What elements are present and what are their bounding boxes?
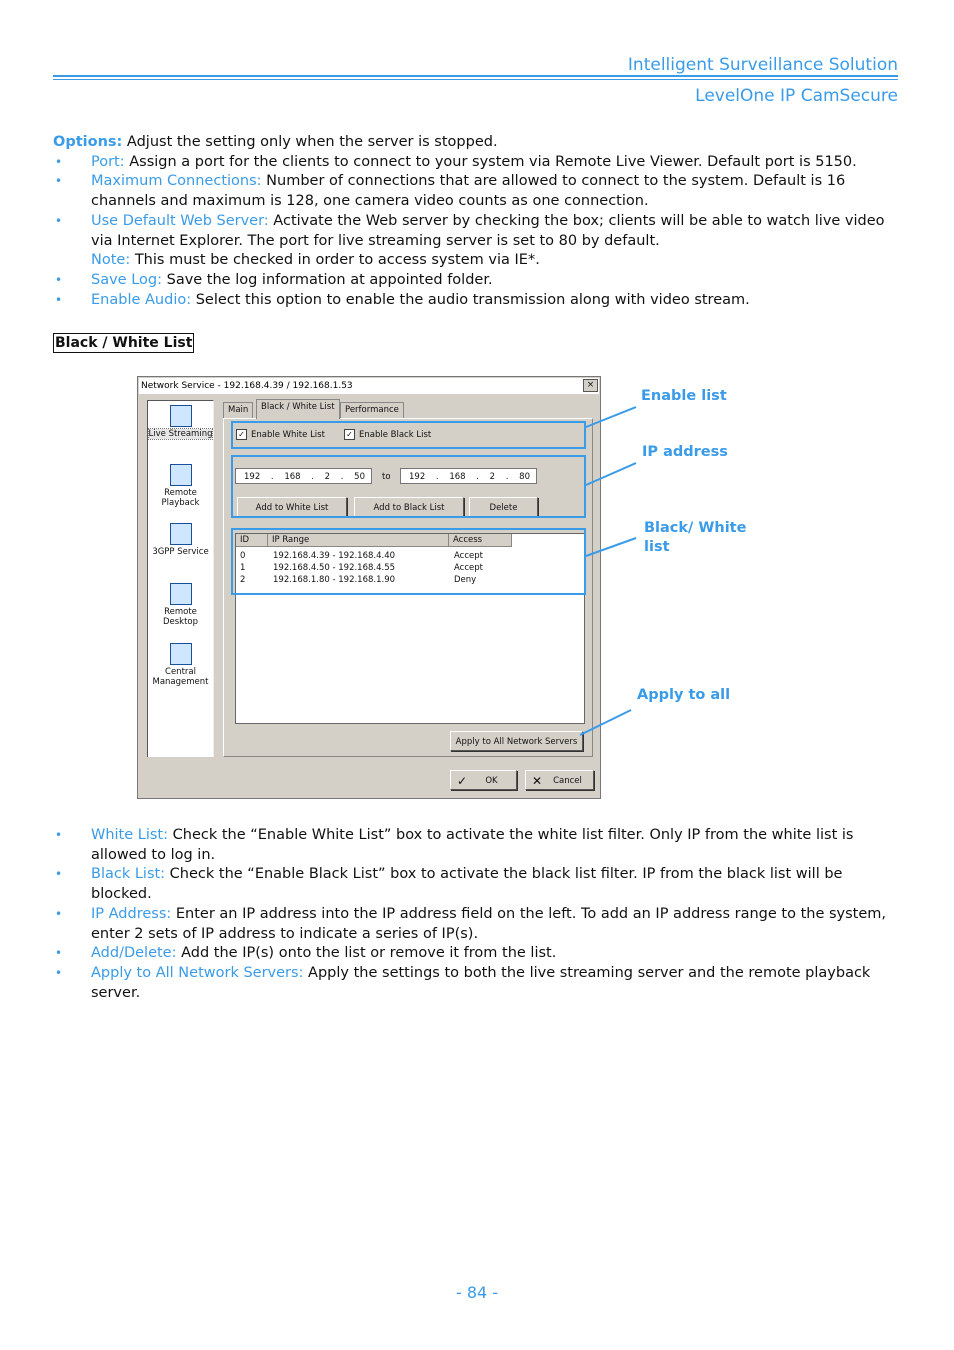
cancel-x-icon: ✕ bbox=[532, 774, 543, 788]
checkbox-checked-icon: ✓ bbox=[344, 429, 355, 440]
bullet-key: Port: bbox=[91, 153, 125, 170]
delete-button[interactable]: Delete bbox=[469, 497, 538, 517]
bullet-text: Activate the Web server by checking the box; clients will be able to watch live video via Internet Explorer. The port for live streaming server is set to 80 by default. bbox=[91, 212, 885, 249]
ip-to-field[interactable]: 192 . 168 . 2 . 80 bbox=[400, 468, 537, 484]
bullet-white-list bbox=[53, 826, 903, 865]
bullet-text: Save the log information at appointed folder. bbox=[162, 271, 493, 288]
sidebar-item-label: Remote Playback bbox=[161, 488, 200, 508]
checkbox-label: Enable Black List bbox=[359, 429, 432, 440]
row-id: 2 bbox=[240, 575, 246, 585]
sidebar-item-label: 3GPP Service bbox=[152, 547, 209, 557]
bullet-key: Save Log: bbox=[91, 271, 162, 288]
bullet-ip-address bbox=[53, 905, 903, 944]
checkbox-checked-icon: ✓ bbox=[236, 429, 247, 440]
bullet-key: Enable Audio: bbox=[91, 291, 192, 308]
bullet-text: Check the “Enable White List” box to activate the white list filter. Only IP from the white list is allowed to log in. bbox=[91, 827, 854, 863]
callout-ip-address: IP address bbox=[642, 444, 728, 460]
callout-bw-list-line2: list bbox=[644, 539, 670, 555]
row-range: 192.168.4.39 - 192.168.4.40 bbox=[273, 551, 396, 561]
row-access: Deny bbox=[454, 575, 477, 585]
column-header-ip-range[interactable]: IP Range bbox=[268, 534, 449, 547]
callout-line-enable-list bbox=[586, 407, 636, 427]
cancel-label: Cancel bbox=[553, 776, 582, 786]
bullet-key: Black List: bbox=[91, 866, 166, 883]
sidebar-item-label: Remote Desktop bbox=[162, 607, 199, 627]
callout-line-bw-list bbox=[586, 538, 636, 556]
add-to-white-list-button[interactable]: Add to White List bbox=[237, 497, 347, 517]
row-access: Accept bbox=[454, 551, 483, 561]
ok-label: OK bbox=[485, 776, 498, 786]
row-id: 1 bbox=[240, 563, 246, 573]
header-title: Intelligent Surveillance Solution bbox=[627, 55, 898, 75]
add-to-black-list-button[interactable]: Add to Black List bbox=[354, 497, 464, 517]
note-text: This must be checked in order to access system via IE*. bbox=[130, 252, 540, 269]
callout-enable-list: Enable list bbox=[641, 388, 727, 404]
bullet-black-list bbox=[53, 865, 903, 904]
check-icon: ✓ bbox=[457, 774, 468, 788]
bullet-key: IP Address: bbox=[91, 905, 172, 922]
sidebar-item-label: Live Streaming bbox=[148, 429, 213, 439]
tab-main[interactable]: Main bbox=[223, 402, 253, 418]
bullet-text: Apply the settings to both the live streaming server and the remote playback server. bbox=[91, 964, 871, 1001]
bullet-key: Add/Delete: bbox=[91, 945, 177, 962]
options-text: Adjust the setting only when the server is stopped. bbox=[122, 134, 498, 150]
tab-performance[interactable]: Performance bbox=[340, 402, 404, 418]
bullet-text: Add the IP(s) onto the list or remove it from the list. bbox=[176, 945, 557, 962]
to-label: to bbox=[382, 472, 391, 482]
column-header-access[interactable]: Access bbox=[449, 534, 512, 547]
callout-bw-list-line1: Black/ White bbox=[644, 520, 747, 536]
bullet-key: Maximum Connections: bbox=[91, 173, 262, 190]
header-subtitle: LevelOne IP CamSecure bbox=[695, 86, 898, 106]
bullet-add-delete bbox=[53, 944, 903, 964]
section-heading: Black / White List bbox=[55, 335, 193, 351]
bullet-key: Apply to All Network Servers: bbox=[91, 964, 304, 981]
apply-to-all-button[interactable]: Apply to All Network Servers bbox=[450, 731, 583, 751]
note-key: Note: bbox=[91, 252, 131, 269]
sidebar-item-label: Central Management bbox=[152, 667, 209, 687]
close-icon[interactable]: × bbox=[583, 379, 598, 392]
bullet-key: White List: bbox=[91, 827, 169, 843]
bullet-text: Check the “Enable Black List” box to activate the black list filter. IP from the black list will be blocked. bbox=[91, 866, 843, 903]
callout-line-apply-all bbox=[580, 710, 631, 735]
callout-line-ip-address bbox=[586, 463, 636, 485]
ip-from-field[interactable]: 192 . 168 . 2 . 50 bbox=[235, 468, 372, 484]
bullet-text: Enter an IP address into the IP address field on the left. To add an IP address range to the system, enter 2 sets of IP address to indicate a series of IP(s). bbox=[91, 905, 886, 942]
bullet-text: Assign a port for the clients to connect to your system via Remote Live Viewer. Default port is 5150. bbox=[124, 153, 857, 170]
bw-list-description bbox=[53, 826, 903, 1003]
bullet-key: Use Default Web Server: bbox=[91, 212, 269, 229]
dialog-title: Network Service - 192.168.4.39 / 192.168.1.53 bbox=[139, 378, 599, 394]
page-number: - 84 - bbox=[455, 1283, 499, 1302]
checkbox-label: Enable White List bbox=[251, 429, 325, 440]
bullet-text: Select this option to enable the audio transmission along with video stream. bbox=[191, 291, 750, 308]
row-access: Accept bbox=[454, 563, 483, 573]
tab-black-white-list[interactable]: Black / White List bbox=[256, 399, 340, 419]
row-range: 192.168.4.50 - 192.168.4.55 bbox=[273, 563, 396, 573]
bullet-text: Number of connections that are allowed to connect to the system. Default is 16 channels and maximum is 128, one camera video counts as one connection. bbox=[91, 173, 846, 210]
options-label: Options: bbox=[53, 134, 123, 150]
row-range: 192.168.1.80 - 192.168.1.90 bbox=[273, 575, 396, 585]
column-header-id[interactable]: ID bbox=[236, 534, 268, 547]
bullet-apply-all bbox=[53, 964, 903, 1003]
row-id: 0 bbox=[240, 551, 246, 561]
callout-apply-all: Apply to all bbox=[637, 687, 731, 703]
